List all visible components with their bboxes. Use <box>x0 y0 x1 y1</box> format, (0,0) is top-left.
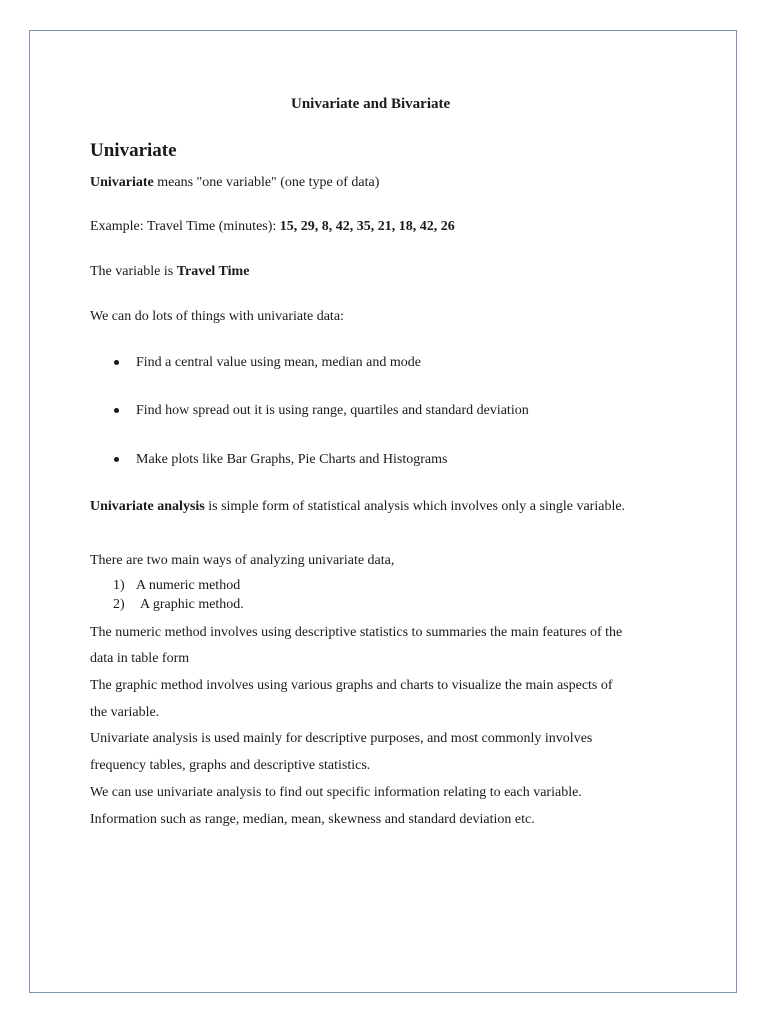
intro-bold: Univariate <box>90 175 154 190</box>
analysis-bold: Univariate analysis <box>90 499 205 514</box>
bullet-icon <box>114 360 119 365</box>
paragraph-line: data in table form <box>90 651 190 666</box>
ways-item-number: 2) <box>113 597 125 612</box>
ways-intro: There are two main ways of analyzing univariate data, <box>90 553 395 568</box>
example-label: Example: Travel Time (minutes): <box>90 219 280 234</box>
bullet-icon <box>114 457 119 462</box>
paragraph-line: Information such as range, median, mean, skewness and standard deviation etc. <box>90 812 535 827</box>
paragraph-line: Univariate analysis is used mainly for descriptive purposes, and most commonly involves <box>90 731 593 746</box>
ways-item-text: A numeric method <box>136 578 241 593</box>
analysis-line <box>90 498 625 516</box>
paragraph-line: The graphic method involves using various graphs and charts to visualize the main aspects of <box>90 678 613 693</box>
example-line <box>90 218 455 236</box>
example-values: 15, 29, 8, 42, 35, 21, 18, 42, 26 <box>279 219 455 234</box>
paragraph-line: We can use univariate analysis to find out specific information relating to each variable. <box>90 785 582 800</box>
variable-line <box>90 263 249 281</box>
ways-item-number: 1) <box>113 578 125 593</box>
bullet-item: Make plots like Bar Graphs, Pie Charts and Histograms <box>136 452 448 467</box>
intro-rest: means "one variable" (one type of data) <box>153 175 380 190</box>
bullet-item: Find a central value using mean, median and mode <box>136 355 421 370</box>
lead-text: We can do lots of things with univariate data: <box>90 309 344 324</box>
variable-label: The variable is <box>90 264 177 279</box>
paragraph-line: The numeric method involves using descriptive statistics to summaries the main features of the <box>90 625 623 640</box>
intro-line <box>90 174 379 192</box>
bullet-item: Find how spread out it is using range, quartiles and standard deviation <box>136 403 529 418</box>
variable-name: Travel Time <box>176 264 250 279</box>
bullet-icon <box>114 408 119 413</box>
section-heading: Univariate <box>90 140 177 161</box>
paragraph-line: the variable. <box>90 705 160 720</box>
paragraph-line: frequency tables, graphs and descriptive statistics. <box>90 758 371 773</box>
document-title: Univariate and Bivariate <box>291 96 451 112</box>
ways-item-text: A graphic method. <box>140 597 244 612</box>
analysis-rest: is simple form of statistical analysis which involves only a single variable. <box>204 499 626 514</box>
